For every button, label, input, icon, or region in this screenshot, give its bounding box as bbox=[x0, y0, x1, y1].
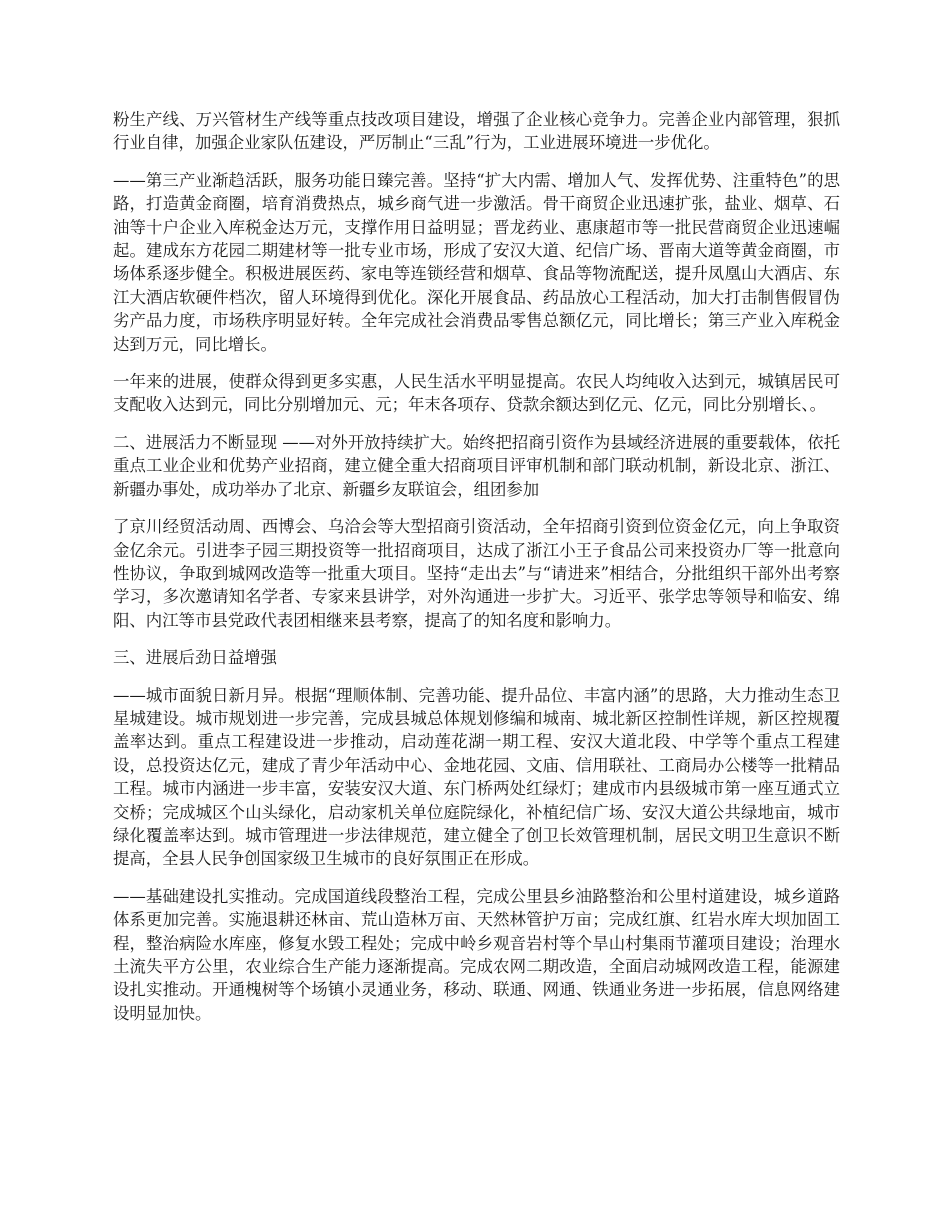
paragraph-urban-construction: ——城市面貌日新月异。根据“理顺体制、完善功能、提升品位、丰富内涵”的思路，大力推动生态卫星城建设。城市规划进一步完善，完成县城总体规划修编和城南、城北新区控制性详规，新区控规覆盖率达到。重点工程建设进一步推动，启动莲花湖一期工程、安汉大道北段、中学等个重点工程建设，总投资达亿元，建成了青少年活动中心、金地花园、文庙、信用联社、工商局办公楼等一批精品工程。城市内涵进一步丰富，安装安汉大道、东门桥两处红绿灯；建成市内县级城市第一座互通式立交桥；完成城区个山头绿化，启动家机关单位庭院绿化，补植纪信广场、安汉大道公共绿地亩，城市绿化覆盖率达到。城市管理进一步法律规范，建立健全了创卫长效管理机制，居民文明卫生意识不断提高，全县人民争创国家级卫生城市的良好氛围正在形成。 bbox=[113, 685, 840, 869]
paragraph-investment-promotion: 了京川经贸活动周、西博会、乌洽会等大型招商引资活动，全年招商引资到位资金亿元，向上争取资金亿余元。引进李子园三期投资等一批招商项目，达成了浙江小王子食品公司来投资办厂等一批意向性协议，争取到城网改造等一批重大项目。坚持“走出去”与“请进来”相结合，分批组织干部外出考察学习，多次邀请知名学者、专家来县讲学，对外沟通进一步扩大。习近平、张学忠等领导和临安、绵阳、内江等市县党政代表团相继来县考察，提高了的知名度和影响力。 bbox=[113, 517, 840, 630]
paragraph-industry-environment: 粉生产线、万兴管材生产线等重点技改项目建设，增强了企业核心竞争力。完善企业内部管理，狠抓行业自律，加强企业家队伍建设，严厉制止“三乱”行为，工业进展环境进一步优化。 bbox=[113, 110, 840, 153]
document-page bbox=[113, 108, 840, 1039]
paragraph-infrastructure: ——基础建设扎实推动。完成国道线段整治工程，完成公里县乡油路整治和公里村道建设，城乡道路体系更加完善。实施退耕还林亩、荒山造林万亩、天然林管护万亩；完成红旗、红岩水库大坝加固工程，整治病险水库座，修复水毁工程处；完成中岭乡观音岩村等个旱山村集雨节灌项目建设；治理水土流失平方公里，农业综合生产能力逐渐提高。完成农网二期改造，全面启动城网改造工程，能源建设扎实推动。开通槐树等个场镇小灵通业务，移动、联通、网通、铁通业务进一步拓展，信息网络建设明显加快。 bbox=[113, 886, 840, 1023]
paragraph-living-standards: 一年来的进展，使群众得到更多实惠，人民生活水平明显提高。农民人均纯收入达到元，城镇居民可支配收入达到元，同比分别增加元、元；年末各项存、贷款余额达到亿元、亿元，同比分别增长、。 bbox=[113, 372, 840, 415]
paragraph-tertiary-industry: ——第三产业渐趋活跃，服务功能日臻完善。坚持“扩大内需、增加人气、发挥优势、注重特色”的思路，打造黄金商圈，培育消费热点，城乡商气进一步激活。骨干商贸企业迅速扩张，盐业、烟草、石油等十户企业入库税金达万元，支撑作用日益明显；晋龙药业、惠康超市等一批民营商贸企业迅速崛起。建成东方花园二期建材等一批专业市场，形成了安汉大道、纪信广场、晋南大道等黄金商圈，市场体系逐步健全。积极进展医药、家电等连锁经营和烟草、食品等物流配送，提升凤凰山大酒店、东江大酒店软硬件档次，留人环境得到优化。深化开展食品、药品放心工程活动，加大打击制售假冒伪劣产品力度，市场秩序明显好转。全年完成社会消费品零售总额亿元，同比增长；第三产业入库税金达到万元，同比增长。 bbox=[113, 170, 840, 354]
section-heading-development-momentum: 三、进展后劲日益增强 bbox=[113, 648, 277, 668]
paragraph-opening-up: 二、进展活力不断显现 ——对外开放持续扩大。始终把招商引资作为县域经济进展的重要载体，依托重点工业企业和优势产业招商，建立健全重大招商项目评审机制和部门联动机制，新设北京、浙江、新疆办事处，成功举办了北京、新疆乡友联谊会，组团参加 bbox=[113, 432, 840, 499]
